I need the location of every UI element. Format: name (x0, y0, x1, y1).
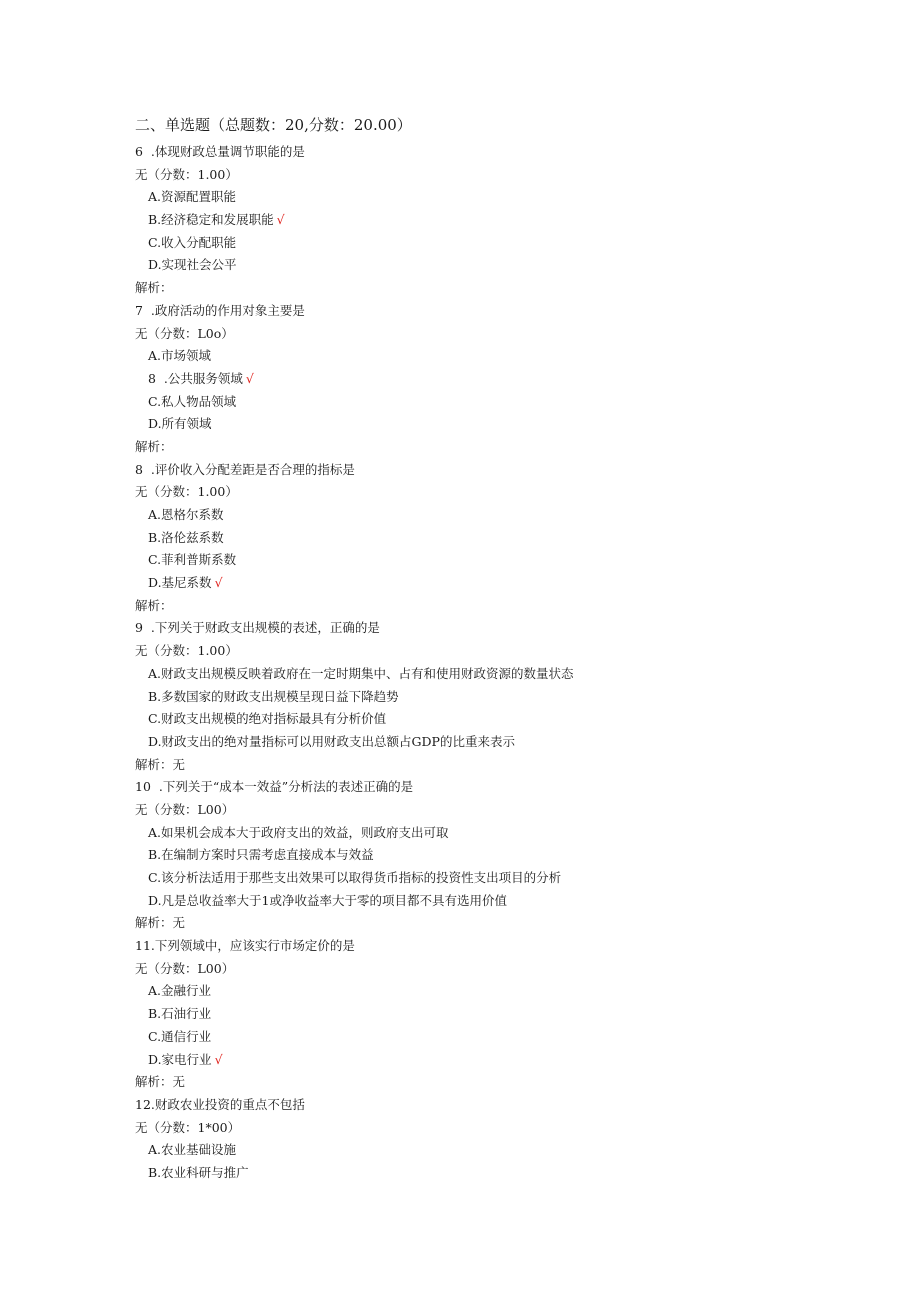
question-stem: 7 .政府活动的作用对象主要是 (135, 302, 305, 318)
option-c: C.菲利普斯系数 (148, 552, 237, 568)
question-6 (135, 141, 855, 300)
question-7 (135, 300, 855, 459)
option-b: B.在编制方案时只需考虑直接成本与效益 (148, 847, 374, 863)
question-11 (135, 935, 855, 1094)
question-score: 无（分数：1.00） (135, 643, 238, 659)
analysis: 解析： (135, 280, 173, 296)
section-title: 二、单选题（总题数：20,分数：20.00） (135, 116, 412, 134)
option-c: C.通信行业 (148, 1028, 212, 1044)
option-a: A.资源配置职能 (148, 189, 237, 205)
option-b: B.石油行业 (148, 1006, 212, 1022)
option-b: 8 .公共服务领域 √ (148, 370, 254, 386)
option-a: A.金融行业 (148, 983, 212, 999)
correct-check-icon: √ (276, 212, 285, 228)
option-a: A.市场领域 (148, 348, 212, 364)
correct-check-icon: √ (214, 575, 223, 591)
question-score: 无（分数：1.00） (135, 484, 238, 500)
option-d: D.凡是总收益率大于1或净收益率大于零的项目都不具有选用价值 (148, 892, 508, 908)
option-c: C.该分析法适用于那些支出效果可以取得货币指标的投资性支出项目的分析 (148, 870, 562, 885)
analysis: 解析：无 (135, 915, 186, 931)
option-a: A.农业基础设施 (148, 1142, 237, 1158)
question-12 (135, 1094, 855, 1185)
analysis: 解析： (135, 438, 173, 454)
document-page (135, 112, 855, 1185)
option-c: C.私人物品领域 (148, 393, 237, 409)
option-b: B.经济稳定和发展职能 √ (148, 212, 285, 228)
option-c: C.财政支出规模的绝对指标最具有分析价值 (148, 711, 387, 727)
option-b: B.多数国家的财政支出规模呈现日益下降趋势 (148, 688, 399, 704)
question-score: 无（分数：L00） (135, 960, 235, 976)
question-8 (135, 459, 855, 618)
question-stem: 6 .体现财政总量调节职能的是 (135, 144, 305, 159)
question-score: 无（分数：L0o） (135, 325, 234, 341)
correct-check-icon: √ (245, 370, 254, 386)
option-b: B.洛伦兹系数 (148, 529, 224, 545)
analysis: 解析：无 (135, 1074, 186, 1090)
option-c: C.收入分配职能 (148, 234, 237, 250)
option-b: B.农业科研与推广 (148, 1164, 249, 1180)
option-d: D.家电行业 √ (148, 1051, 223, 1067)
option-d: D.所有领域 (148, 416, 212, 432)
question-stem: 9 .下列关于财政支出规模的表述，正确的是 (135, 620, 380, 636)
question-stem: 11.下列领域中，应该实行市场定价的是 (135, 938, 355, 954)
option-d: D.基尼系数 √ (148, 575, 223, 591)
question-9 (135, 617, 855, 776)
question-stem: 12.财政农业投资的重点不包括 (135, 1096, 305, 1112)
question-10 (135, 776, 855, 935)
question-stem: 10 .下列关于“成本一效益”分析法的表述正确的是 (135, 779, 414, 795)
question-score: 无（分数：1.00） (135, 166, 238, 182)
option-d: D.财政支出的绝对量指标可以用财政支出总额占GDP的比重来表示 (148, 733, 515, 749)
option-d: D.实现社会公平 (148, 257, 237, 273)
question-score: 无（分数：1*00） (135, 1119, 241, 1135)
correct-check-icon: √ (214, 1051, 223, 1067)
option-a: A.如果机会成本大于政府支出的效益，则政府支出可取 (148, 824, 449, 840)
question-score: 无（分数：L00） (135, 801, 235, 817)
analysis: 解析：无 (135, 756, 186, 772)
analysis: 解析： (135, 597, 173, 613)
option-a: A.财政支出规模反映着政府在一定时期集中、占有和使用财政资源的数量状态 (148, 665, 574, 681)
option-a: A.恩格尔系数 (148, 507, 224, 522)
question-stem: 8 .评价收入分配差距是否合理的指标是 (135, 461, 355, 477)
